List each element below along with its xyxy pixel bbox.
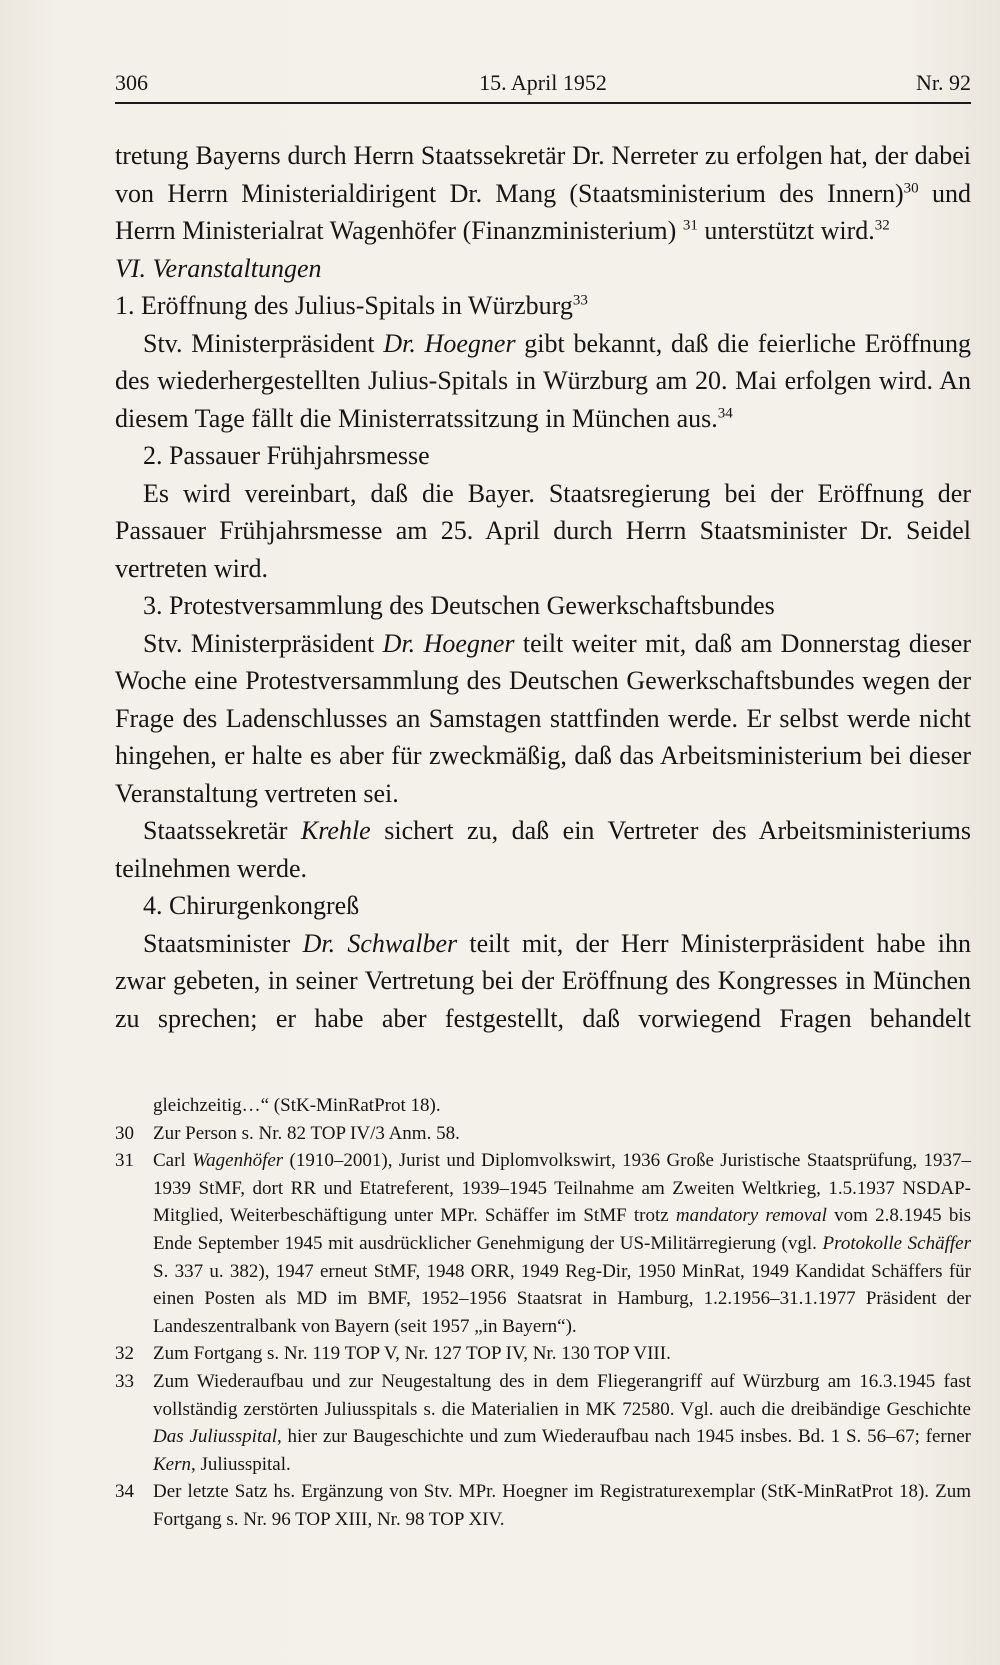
- footnote-ref[interactable]: 32: [874, 217, 890, 234]
- person-name: Dr. Hoegner: [383, 328, 516, 358]
- footnote-33: [115, 1368, 971, 1478]
- footnote-ref[interactable]: 33: [572, 292, 588, 309]
- paragraph-text: unterstützt wird.: [697, 216, 875, 245]
- paragraph: [115, 925, 971, 1038]
- work-title: Das Juliusspital: [153, 1426, 278, 1448]
- item-heading: [115, 587, 971, 625]
- section-title: VI. Veranstaltungen: [115, 253, 322, 283]
- item-title: 3. Protestversammlung des Deutschen Gewerkschaftsbundes: [143, 591, 775, 620]
- footnote-number: 31: [115, 1150, 134, 1172]
- paragraph-text: tretung Bayerns durch Herrn Staatssekretär Dr. Nerreter zu erfolgen hat, der dabei von Herrn Ministerialdirigent Dr. Mang (Staatsministerium des Innern): [115, 141, 971, 208]
- paragraph-text: Staatsminister: [143, 928, 303, 958]
- footnote-text: Zum Fortgang s. Nr. 119 TOP V, Nr. 127 TOP IV, Nr. 130 TOP VIII.: [153, 1343, 671, 1365]
- footnote-text: Zum Wiederaufbau und zur Neugestaltung des in dem Fliegerangriff auf Würzburg am 16.3.1945 fast vollständig zerstörten Juliusspitals s. die Materialien in MK 72580. Vgl. auch die dreibändige Geschichte: [153, 1370, 971, 1420]
- footnote-number: 32: [115, 1343, 134, 1365]
- footnote-text: Carl: [153, 1150, 193, 1172]
- item-title: 1. Eröffnung des Julius-Spitals in Würzburg: [115, 291, 573, 320]
- person-name: Dr. Schwalber: [302, 928, 458, 958]
- page-number: 306: [115, 70, 148, 95]
- paragraph-text: Staatssekretär: [143, 816, 301, 845]
- running-header: [115, 62, 971, 104]
- paragraph: [115, 625, 971, 813]
- footnote-text: Zur Person s. Nr. 82 TOP IV/3 Anm. 58.: [153, 1122, 460, 1144]
- header-date: 15. April 1952: [479, 70, 607, 95]
- paragraph-text: gibt bekannt, daß die feierliche Eröffnung des wiederhergestellten Julius-Spitals in Würzburg am 20. Mai erfolgen wird. An diesem Tage fällt die Ministerratssitzung in München aus.: [115, 328, 972, 433]
- footnote-31: [115, 1147, 971, 1340]
- paragraph-text: teilt weiter mit, daß am Donnerstag dieser Woche eine Protestversammlung des Deutschen Gewerkschaftsbundes wegen der Frage des Ladenschlusses an Samstagen stattfinden werde. Er selbst werde nicht hingehen, er halte es aber für zweckmäßig, daß das Arbeitsministerium bei dieser Veranstaltung vertreten sei.: [115, 628, 972, 808]
- footnote-ref[interactable]: 34: [717, 404, 733, 421]
- section-heading: [115, 250, 971, 288]
- item-heading: [115, 437, 971, 475]
- term: mandatory removal: [675, 1205, 827, 1227]
- item-title: 2. Passauer Frühjahrsmesse: [143, 441, 430, 470]
- footnote-34: [115, 1478, 971, 1533]
- paragraph-text: Es wird vereinbart, daß die Bayer. Staatsregierung bei der Eröffnung der Passauer Frühjahrsmesse am 25. April durch Herrn Staatsminister Dr. Seidel vertreten wird.: [115, 478, 971, 583]
- footnote-number: 34: [115, 1481, 134, 1503]
- footnote-number: 33: [115, 1370, 134, 1392]
- footnote-text: (1910–2001), Jurist und Diplomvolkswirt, 1936 Große Juristische Staatsprüfung, 1937–1939 StMF, dort RR und Etatreferent, 1939–1945 Teilnahme am Zweiten Weltkrieg, 1.5.1937 NSDAP-Mitglied, Weiterbeschäftigung unter MPr. Schäffer im StMF trotz: [153, 1150, 971, 1227]
- footnote-text: Der letzte Satz hs. Ergänzung von Stv. MPr. Hoegner im Registraturexemplar (StK-MinRatProt 18). Zum Fortgang s. Nr. 96 TOP XIII, Nr. 98 TOP XIV.: [153, 1481, 971, 1530]
- work-title: Protokolle Schäffer: [822, 1232, 971, 1254]
- paragraph: [115, 325, 971, 438]
- item-title: 4. Chirurgenkongreß: [143, 891, 360, 920]
- footnote-text: vom 2.8.1945 bis Ende September 1945 mit ausdrücklicher Genehmigung der US-Militärregierung (vgl.: [153, 1205, 971, 1254]
- footnote-continuation: gleichzeitig…“ (StK-MinRatProt 18).: [153, 1095, 441, 1116]
- footnote-ref[interactable]: 30: [903, 179, 919, 196]
- footnote-text: , hier zur Baugeschichte und zum Wiederaufbau nach 1945 insbes. Bd. 1 S. 56–67; ferner: [277, 1426, 971, 1448]
- footnote-text: S. 337 u. 382), 1947 erneut StMF, 1948 ORR, 1949 Reg-Dir, 1950 MinRat, 1949 Kandidat Schäffers für einen Posten als MD im BMF, 1952–1956 Staatsrat in Hamburg, 1.2.1956–31.1.1977 Präsident der Landeszentralbank von Bayern (seit 1957 „in Bayern“).: [153, 1260, 971, 1337]
- paragraph-text: und Herrn Ministerialrat Wagenhöfer (Finanzministerium): [115, 178, 972, 245]
- paragraph-text: Stv. Ministerpräsident: [143, 328, 384, 358]
- paragraph-text: Stv. Ministerpräsident: [143, 628, 383, 658]
- paragraph-text: teilt mit, der Herr Ministerpräsident habe ihn zwar gebeten, in seiner Vertretung bei der Eröffnung des Kongresses in München zu sprechen; er habe aber festgestellt, daß vorwiegend Fragen behandelt: [115, 928, 971, 1033]
- person-name: Wagenhöfer: [192, 1150, 284, 1172]
- issue-number: Nr. 92: [916, 70, 971, 95]
- footnote-32: [115, 1340, 971, 1368]
- paragraph-continuation: [115, 137, 971, 250]
- item-heading: [115, 887, 971, 925]
- footnote-ref[interactable]: 31: [682, 217, 698, 234]
- footnote-number: 30: [115, 1122, 134, 1144]
- footnotes: [115, 1092, 971, 1534]
- footnote-text: , Juliusspital.: [191, 1453, 291, 1475]
- author-name: Kern: [153, 1453, 191, 1475]
- paragraph-text: sichert zu, daß ein Vertreter des Arbeitsministeriums teilnehmen werde.: [115, 816, 971, 883]
- person-name: Dr. Hoegner: [382, 628, 515, 658]
- item-heading: [115, 287, 971, 325]
- person-name: Krehle: [300, 816, 371, 845]
- paragraph: [115, 475, 971, 588]
- main-text: [115, 137, 971, 1037]
- paragraph: [115, 812, 971, 887]
- footnote-30: [115, 1120, 971, 1148]
